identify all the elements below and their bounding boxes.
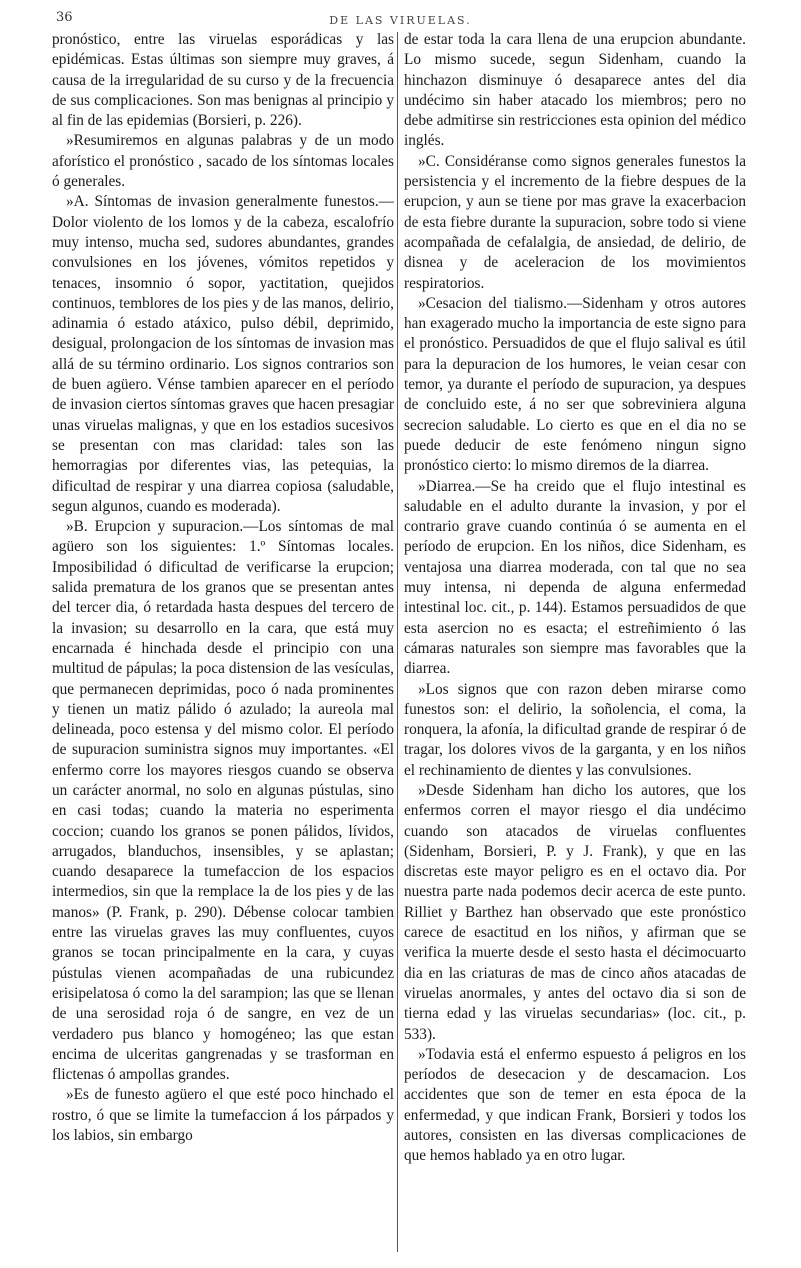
paragraph: »Cesacion del tialismo.—Sidenham y otros autores han exagerado mucho la importancia de este signo para el pronóstico. Persuadidos de que el flujo salival es útil para la depuracion de los humores, le veian cesar con temor, ya durante el período de supuracion, ya despues de concluido este, á no ser que sobreviniera alguna secrecion saludable. Lo cierto es que en el dia no se puede deducir de este fenómeno ningun signo pronóstico cierto: lo mismo diremos de la diarrea. [404, 294, 746, 475]
paragraph: pronóstico, entre las viruelas esporádicas y las epidémicas. Estas últimas son siempre muy graves, á causa de la irregularidad de su curso y de la frecuencia de sus complicaciones. Son mas benignas al principio y al fin de las epidemias (Borsieri, p. 226). [52, 31, 394, 130]
left-column [52, 30, 394, 1255]
paragraph: »Diarrea.—Se ha creido que el flujo intestinal es saludable en el adulto durante la invasion, y por el contrario grave cuando continúa ó se aumenta en el período de erupcion. En los niños, dice Sidenham, es ventajosa una diarrea moderada, con tal que no sea muy intensa, ni dependa de alguna enfermedad intestinal loc. cit., p. 144). Estamos persuadidos de que esta asercion no es esacta; el estreñimiento ó las cámaras naturales son siempre mas favorables que la diarrea. [404, 477, 746, 678]
paragraph: »C. Considéranse como signos generales funestos la persistencia y el incremento de la fiebre despues de la erupcion, y aun se tiene por mas grave la exacerbacion de esta fiebre durante la supuracion, sobre todo si viene acompañada de cefalalgia, de ansiedad, de delirio, de disnea y de aceleracion de los movimientos respiratorios. [404, 152, 746, 292]
paragraph: »Es de funesto agüero el que esté poco hinchado el rostro, ó que se limite la tumefaccion á los párpados y los labios, sin embargo [52, 1086, 394, 1145]
paragraph: »Desde Sidenham han dicho los autores, que los enfermos corren el mayor riesgo el dia undécimo cuando son atacados de viruelas confluentes (Sidenham, Borsieri, P. y J. Frank), y que en las discretas este mayor peligro es en el octavo dia. Por nuestra parte nada podemos decir acerca de este punto. Rilliet y Barthez han observado que este pronóstico carece de esactitud en los niños, y afirman que se verifica la muerte desde el sesto hasta el décimocuarto dia en las criaturas de mas de cinco años atacadas de viruelas anormales, y antes del octavo dia si son de tierna edad y las viruelas secundarias» (loc. cit., p. 533). [404, 781, 746, 1043]
column-divider [397, 32, 398, 1252]
paragraph: »Resumiremos en algunas palabras y de un modo aforístico el pronóstico , sacado de los síntomas locales ó generales. [52, 132, 394, 191]
paragraph: de estar toda la cara llena de una erupcion abundante. Lo mismo sucede, segun Sidenham, cuando la hinchazon disminuye ó desaparece antes del dia undécimo sin haber atacado los miembros; pero no debe admitirse sin restricciones esta opinion del médico inglés. [404, 31, 746, 150]
paragraph: »B. Erupcion y supuracion.—Los síntomas de mal agüero son los siguientes: 1.º Síntomas locales. Imposibilidad ó dificultad de verificarse la erupcion; salida prematura de los granos que se presentan antes del tercer dia, ó retardada hasta despues del tercero de la invasion; su desarrollo en la cara, que está muy encarnada é hinchada desde el principio con una multitud de pápulas; la poca distension de las vesículas, que permanecen deprimidas, poco ó nada prominentes y tienen un matiz pálido ó azulado; la aureola mal delineada, poco estensa y del mismo color. El período de supuracion suministra signos muy importantes. «El enfermo corre los mayores riesgos cuando se observa un carácter anormal, no solo en algunas pústulas, sino en casi todas; cuando la materia no esperimenta coccion; cuando los granos se ponen pálidos, lívidos, arrugados, blanduchos, insensibles, y se aplastan; cuando desaparece la tumefaccion de los espacios intermedios, sin que la remplace la de los pies y de las manos» (P. Frank, p. 290). Débense colocar tambien entre las viruelas graves las muy confluentes, cuyos granos se tocan principalmente en la cara, y cuyas pústulas vienen acompañadas de una rubicundez erisipelatosa ó como la del sarampion; las que se llenan de una serosidad roja ó de sangre, en vez de un verdadero pus blanco y homogéneo; las que estan encima de ulceritas gangrenadas y se trasforman en flictenas ó ampollas grandes. [52, 518, 394, 1084]
running-head: DE LAS VIRUELAS. [329, 14, 472, 27]
paragraph: »Los signos que con razon deben mirarse como funestos son: el delirio, la soñolencia, el coma, la ronquera, la afonía, la dificultad grande de respirar ó de tragar, los dolores vivos de la garganta, y en los niños el rechinamiento de dientes y las convulsiones. [404, 680, 746, 779]
paragraph: »Todavia está el enfermo espuesto á peligros en los períodos de desecacion y de descamacion. Los accidentes que son de temer en esta época de la enfermedad, y que indican Frank, Borsieri y todos los autores, consisten en las diversas complicaciones de que hemos hablado ya en otro lugar. [404, 1045, 746, 1165]
page-header [0, 8, 801, 32]
paragraph: »A. Síntomas de invasion generalmente funestos.—Dolor violento de los lomos y de la cabeza, escalofrío muy intenso, mucha sed, sudores abundantes, grandes convulsiones en los jóvenes, vómitos repetidos y tenaces, insomnio ó sopor, yactitation, quejidos continuos, temblores de los pies y de las manos, delirio, adinamia ó estado atáxico, pulso débil, deprimido, desigual, prolongacion de los síntomas de invasion mas allá de su término ordinario. Los signos contrarios son de buen agüero. Vénse tambien aparecer en el período de invasion ciertos síntomas graves que hacen presagiar unas viruelas malignas, y que en los estadios sucesivos se presentan con mas claridad: tales son las hemorragias por diferentes vias, las petequias, la dificultad de respirar y una diarrea copiosa (saludable, segun algunos, cuando es moderada). [52, 193, 394, 515]
right-column [404, 30, 746, 1255]
page-number: 36 [56, 10, 73, 25]
